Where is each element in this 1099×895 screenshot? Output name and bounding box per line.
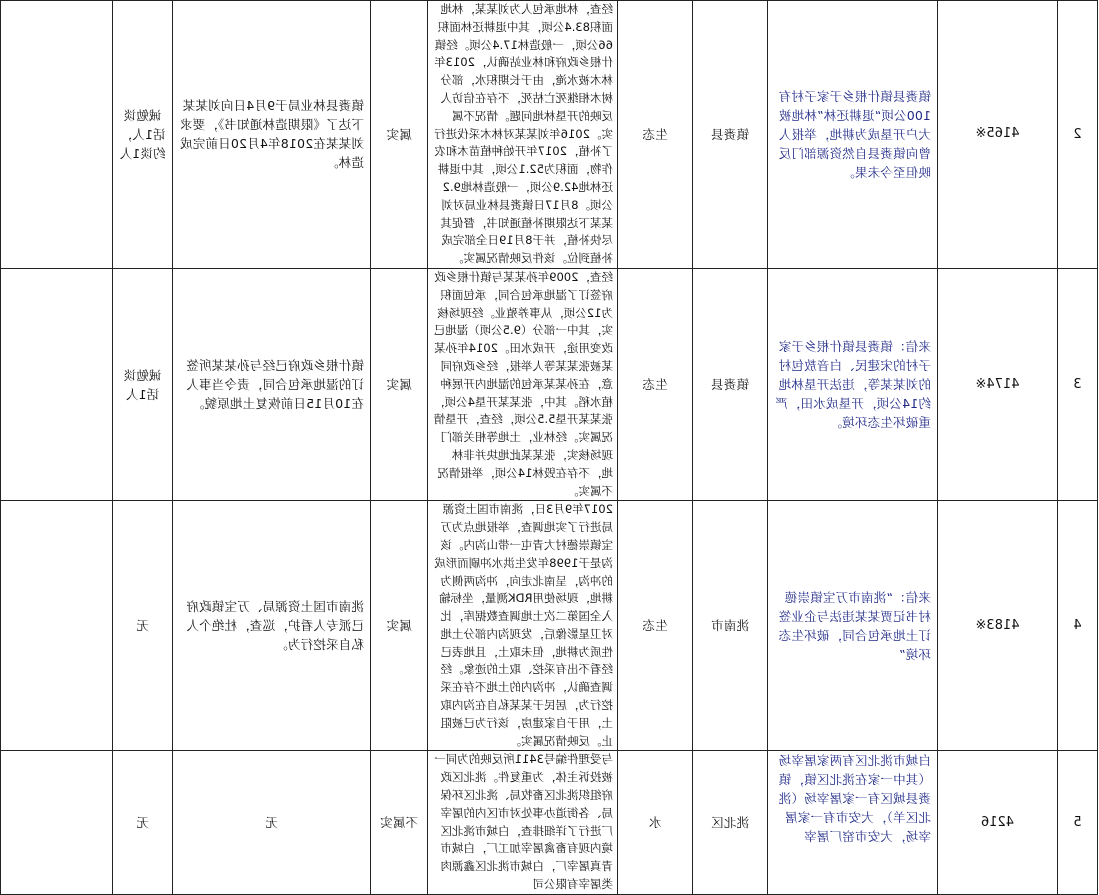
cell-issue: 白城市洮北区有两家屠宰场（其中一家在洮北区镇，镇赉县城区有一家屠宰场（洮北区羊），大安市有一家屠宰场，大安市窑厂屠宰 — [768, 751, 938, 894]
cell-finding: 与受理件编号3411所反映的为同一被投诉主体，为重复件。洮北区政府组织洮北区畜牧局、洮北区环保局、各街道办事处对市区内的屠宰厂进行了详细排查，白城市洮北区境内现有畜禽屠宰加工厂，白城市青真屠宰厂，白城市洮北区鑫源肉类屠宰有限公司 — [428, 751, 618, 894]
cell-blank — [1, 1, 113, 269]
cell-code: 4174※ — [938, 268, 1058, 500]
cell-verdict: 属实 — [371, 268, 428, 500]
cell-issue: 来信：“洮南市万宝镇崇德村书记贾某某违法与企业签订土地承包合同，破坏生态环境” — [768, 501, 938, 751]
cell-seq: 4 — [1058, 501, 1098, 751]
table-row — [1, 268, 1098, 500]
cell-issue: 镇赉县镇什根乡于家子村有100公顷“退耕还林”林地被大户开垦成为耕地，举报人曾向镇赉县自然资源部门反映但至今未果。 — [768, 1, 938, 269]
cell-finding: 经查，2009年孙某某与镇什根乡政府签订了湿地承包合同，承包面积为12公顷，从事养殖业。经现场核实，其中一部分（9.5公顷）湿地已改变用途，开成水田。2014年孙某某被张某某等人举报，经乡政府同意，在孙某某承包的湿地内开展种植水稻。其中，张某某开垦4公顷，张某某开垦5.5公顷，经查，开垦情况属实。经林业，土地等相关部门现场核实，张某某此地块并非林地，不存在毁林14公顷，举报情况不属实。 — [428, 268, 618, 500]
cell-area: 洮北区 — [693, 751, 768, 894]
table-row — [1, 1, 1098, 269]
cell-handling: 无 — [173, 751, 371, 894]
cell-seq: 2 — [1058, 1, 1098, 269]
cell-handling: 镇什根乡政府已经与孙某某所签订的湿地承包合同，责令当事人在10月15日前恢复土地原貌。 — [173, 268, 371, 500]
cell-accountability: 无 — [113, 501, 173, 751]
cell-finding: 2017年9月3日，洮南市国土资源局进行了实地调查，举报地点为万宝镇崇德村大青屯一带山沟内。该沟是于1998年发生洪水冲刷而形成的冲沟，呈南北走向，冲沟两侧为耕地，现场使用RDK测量，坐标输入全国第二次土地调查数据库，比对卫星影像后，发现沟内部分土地性质为耕地，但未取土，且地表已经看不出有采挖、取土的迹象。经调查确认，冲沟内的土地不存在采挖行为，居民于某某私自在沟内取土，用于自家建房，该行为已被阻止。反映情况属实。 — [428, 501, 618, 751]
cell-issue: 来信：镇赉县镇什根乡于家子村的宋建民、白音敖包村的刘某某等，违法开垦林地约14公顷，开垦成水田，严重破坏生态环境。 — [768, 268, 938, 500]
cell-blank — [1, 751, 113, 894]
cell-blank — [1, 501, 113, 751]
cell-blank — [1, 268, 113, 500]
cell-handling: 洮南市国土资源局、万宝镇政府已派专人看护，巡查，杜绝个人私自采挖行为。 — [173, 501, 371, 751]
cell-verdict: 不属实 — [371, 751, 428, 894]
cell-type: 生态 — [618, 501, 693, 751]
cell-accountability: 诫勉谈话1人，约谈1人 — [113, 1, 173, 269]
cell-area: 洮南市 — [693, 501, 768, 751]
cell-area: 镇赉县 — [693, 1, 768, 269]
cell-type: 生态 — [618, 268, 693, 500]
cell-code: 4216 — [938, 751, 1058, 894]
cell-verdict: 属实 — [371, 1, 428, 269]
cell-seq: 3 — [1058, 268, 1098, 500]
cell-verdict: 属实 — [371, 501, 428, 751]
cell-handling: 镇赉县林业局于9月4日向刘某某下达了《限期造林通知书》，要求刘某某在2018年4月20日前完成造林。 — [173, 1, 371, 269]
table-row — [1, 751, 1098, 894]
table-row — [1, 501, 1098, 751]
cell-code: 4165※ — [938, 1, 1058, 269]
cell-type: 水 — [618, 751, 693, 894]
cell-type: 生态 — [618, 1, 693, 269]
cell-accountability: 无 — [113, 751, 173, 894]
cell-accountability: 诫勉谈话1人 — [113, 268, 173, 500]
cell-code: 4183※ — [938, 501, 1058, 751]
cell-finding: 经查，林地承包人为刘某某，林地面积83.4公顷，其中退耕还林面积66公顷，一般造林17.4公顷。经镇什根乡政府和林业站确认，2013年林木被水淹，由于长期积水，部分树木相继死亡枯死，不存在信访人反映的开垦林地问题。情况不属实。2016年刘某某对林木采伐进行了补植，2017年开始种植苗木和农作物，面积为52.1公顷，其中退耕还林地42.9公顷，一般造林地9.2公顷。8月17日镇赉县林业局对刘某某下达限期补植通知书，督促其尽快补植，并于8月19日全部完成补植到位。该件反映情况属实。 — [428, 1, 618, 269]
cell-seq: 5 — [1058, 751, 1098, 894]
cell-area: 镇赉县 — [693, 268, 768, 500]
